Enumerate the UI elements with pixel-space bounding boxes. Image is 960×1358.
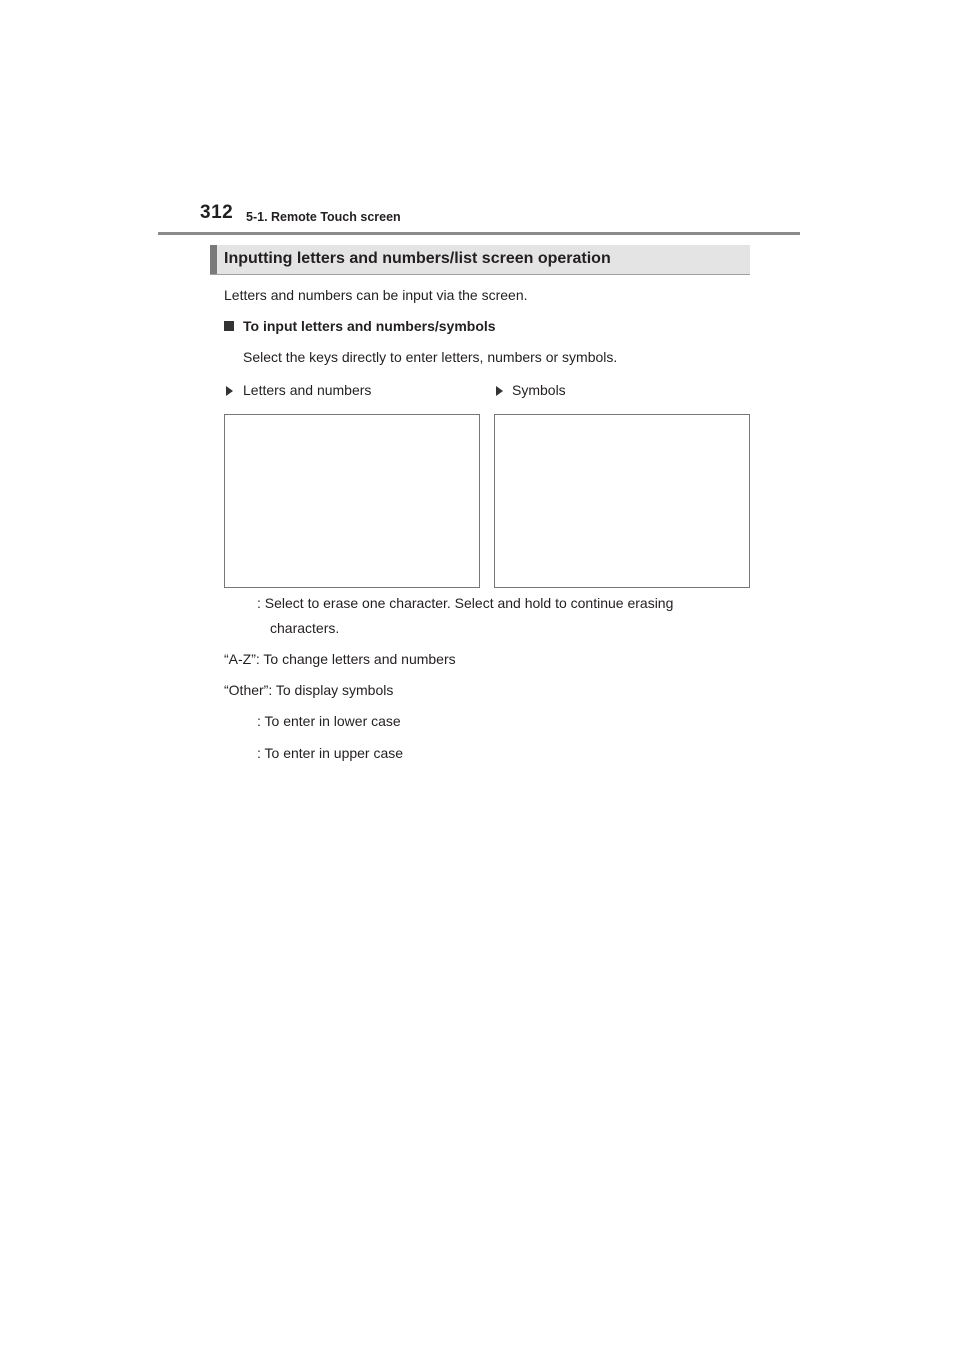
- section-label: 5-1. Remote Touch screen: [246, 210, 401, 224]
- lower-case-description: : To enter in lower case: [257, 713, 401, 729]
- subsection-body: Select the keys directly to enter letters, numbers or symbols.: [243, 349, 618, 365]
- upper-case-description: : To enter in upper case: [257, 745, 404, 761]
- panel-caption-symbols: Symbols: [512, 382, 566, 398]
- square-bullet-icon: [224, 321, 234, 331]
- triangle-bullet-icon: [496, 386, 503, 396]
- intro-text: Letters and numbers can be input via the screen.: [224, 287, 528, 303]
- subsection-title: To input letters and numbers/symbols: [243, 318, 496, 334]
- az-description: “A-Z”: To change letters and numbers: [224, 651, 456, 667]
- erase-description-cont: characters.: [270, 620, 340, 636]
- letters-numbers-screen-image: [224, 414, 480, 588]
- heading-accent: [210, 245, 217, 274]
- triangle-bullet-icon: [226, 386, 233, 396]
- page-number: 312: [200, 202, 234, 223]
- symbols-screen-image: [494, 414, 750, 588]
- panel-caption-letters: Letters and numbers: [243, 382, 372, 398]
- section-heading: Inputting letters and numbers/list screen operation: [224, 250, 611, 267]
- header-rule: [158, 232, 800, 235]
- erase-description: : Select to erase one character. Select and hold to continue erasing: [257, 595, 674, 611]
- section-heading-bar: [210, 245, 750, 275]
- other-description: “Other”: To display symbols: [224, 682, 394, 698]
